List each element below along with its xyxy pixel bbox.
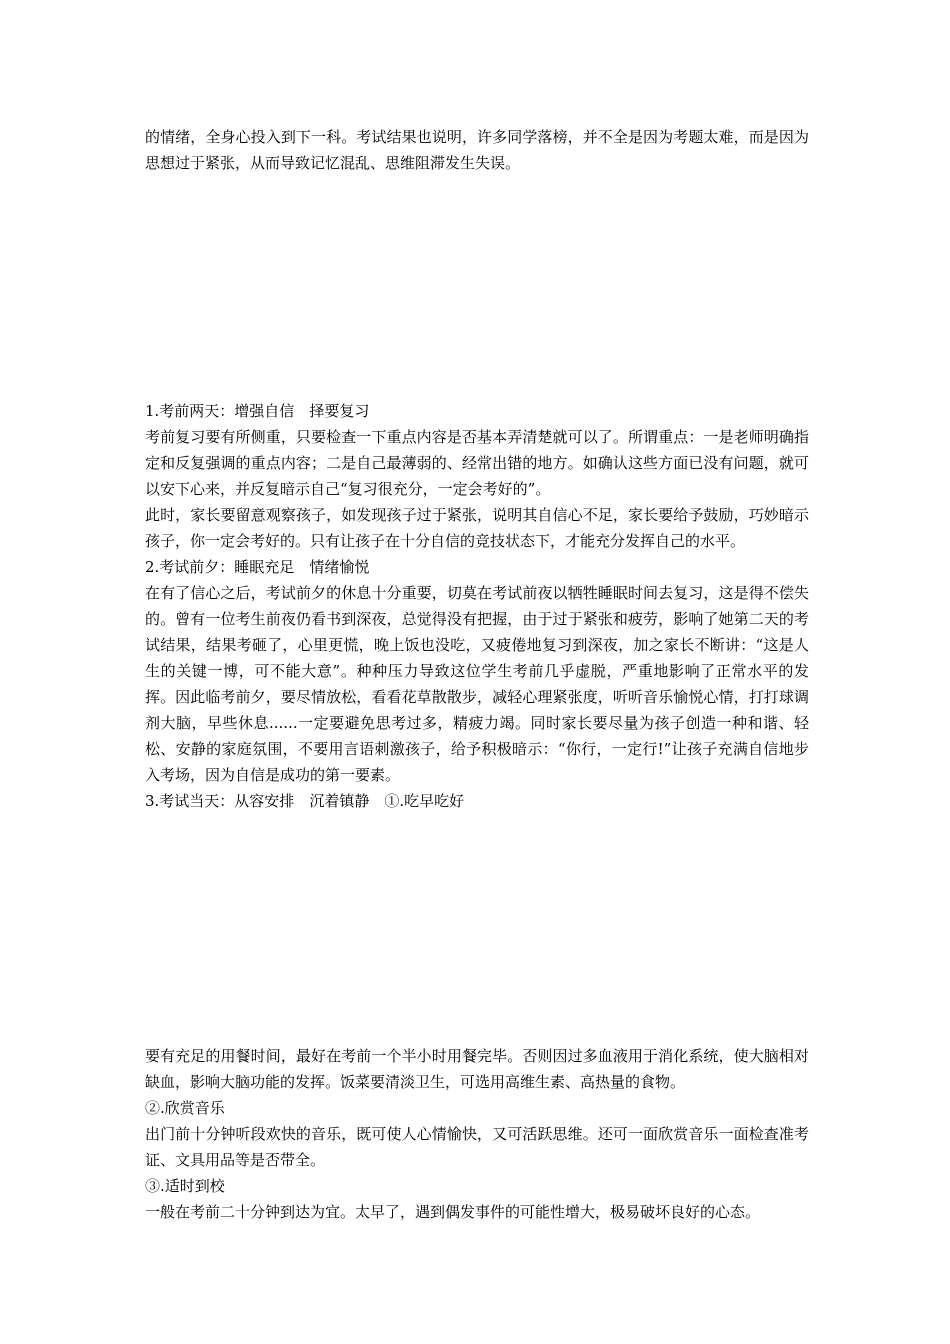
paragraph: 在有了信心之后，考试前夕的休息十分重要，切莫在考试前夜以牺牲睡眠时间去复习，这是得不偿失的。曾有一位考生前夜仍看书到深夜，总觉得没有把握，由于过于紧张和疲劳，影响了她第二天的考试结果，结果考砸了，心里更慌，晚上饭也没吃，又疲倦地复习到深夜，加之家长不断讲：“这是人生的关键一博，可不能大意”。种种压力导致这位学生考前几乎虚脱，严重地影响了正常水平的发挥。因此临考前夕，要尽情放松，看看花草散散步，减轻心理紧张度，听听音乐愉悦心情，打打球调剂大脑，早些休息......一定要避免思考过多，精疲力竭。同时家长要尽量为孩子创造一种和谐、轻松、安静的家庭氛围，不要用言语刺激孩子，给予积极暗示：“你行，一定行!”让孩子充满自信地步入考场，因为自信是成功的第一要素。 bbox=[145, 584, 809, 784]
text-block-top bbox=[145, 124, 809, 176]
subheading-music: ②.欣赏音乐 bbox=[145, 1099, 225, 1117]
section-heading-2: 2.考试前夕：睡眠充足 情绪愉悦 bbox=[145, 558, 370, 576]
paragraph: 出门前十分钟听段欢快的音乐，既可使人心情愉快，又可活跃思维。还可一面欣赏音乐一面检查准考证、文具用品等是否带全。 bbox=[145, 1125, 809, 1169]
paragraph: 的情绪，全身心投入到下一科。考试结果也说明，许多同学落榜，并不全是因为考题太难，而是因为思想过于紧张，从而导致记忆混乱、思维阻滞发生失误。 bbox=[145, 128, 809, 172]
paragraph: 考前复习要有所侧重，只要检查一下重点内容是否基本弄清楚就可以了。所谓重点：一是老师明确指定和反复强调的重点内容；二是自己最薄弱的、经常出错的地方。如确认这些方面已没有问题，就可以安下心来，并反复暗示自己“复习很充分，一定会考好的”。 bbox=[145, 428, 809, 498]
paragraph: 要有充足的用餐时间，最好在考前一个半小时用餐完毕。否则因过多血液用于消化系统，使大脑相对缺血，影响大脑功能的发挥。饭菜要清淡卫生，可选用高维生素、高热量的食物。 bbox=[145, 1047, 809, 1091]
text-block-bottom bbox=[145, 1043, 809, 1225]
paragraph: 此时，家长要留意观察孩子，如发现孩子过于紧张，说明其自信心不足，家长要给予鼓励，巧妙暗示孩子，你一定会考好的。只有让孩子在十分自信的竞技状态下，才能充分发挥自己的水平。 bbox=[145, 506, 809, 550]
text-block-middle bbox=[145, 398, 809, 814]
subheading-arrive: ③.适时到校 bbox=[145, 1177, 225, 1195]
section-heading-3: 3.考试当天：从容安排 沉着镇静 ①.吃早吃好 bbox=[145, 792, 465, 810]
section-heading-1: 1.考前两天：增强自信 择要复习 bbox=[145, 402, 370, 420]
paragraph: 一般在考前二十分钟到达为宜。太早了，遇到偶发事件的可能性增大，极易破坏良好的心态。 bbox=[145, 1203, 761, 1221]
